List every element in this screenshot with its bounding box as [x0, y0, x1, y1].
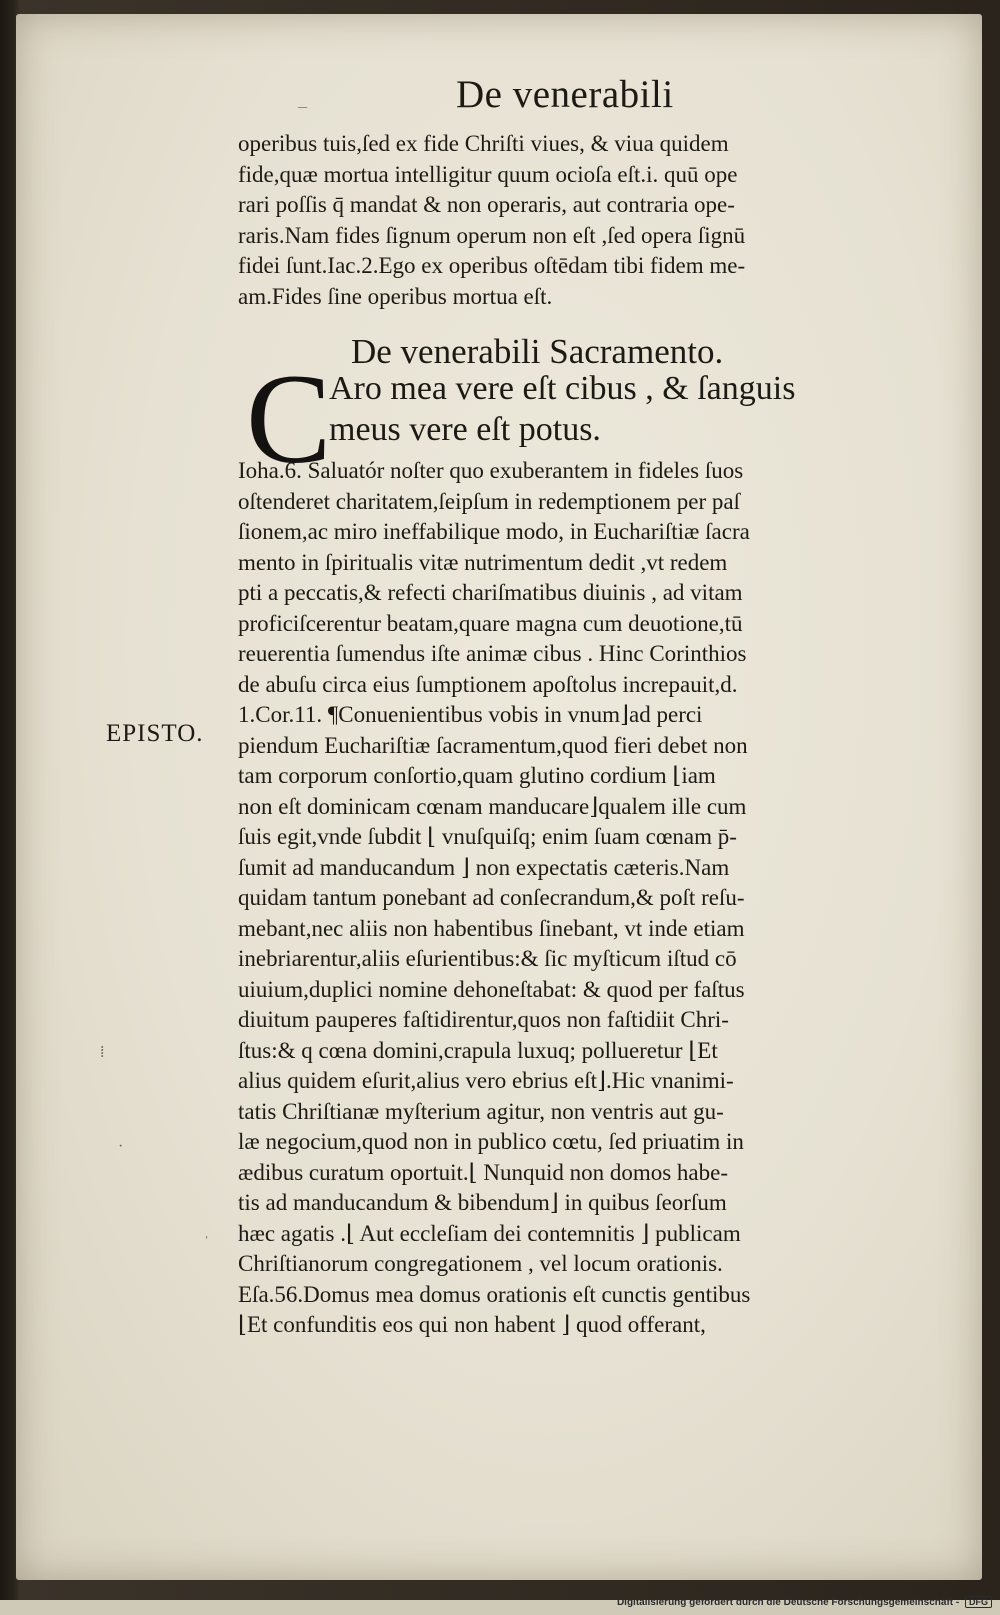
text-line: Chriſtianorum congregationem , vel locum orationis.: [238, 1251, 723, 1276]
text-line: mento in ſpiritualis vitæ nutrimentum dedit ,vt redem: [238, 549, 728, 575]
text-line: proficiſcerentur beatam,quare magna cum deuotione,tū: [238, 610, 743, 636]
digitization-credit: [617, 1596, 992, 1608]
text-line: ſuis egit,vnde ſubdit ⌊ vnuſquiſq; enim ſuam cœnam p̄-: [238, 824, 737, 849]
text-line: ædibus curatum oportuit.⌊ Nunquid non domos habe-: [238, 1159, 729, 1185]
text-line: ſtus:& q cœna domini,crapula luxuq; pollueretur ⌊Et: [238, 1037, 718, 1063]
text-line: quidam tantum ponebant ad conſecrandum,& poſt reſu-: [238, 885, 745, 910]
text-line: non eſt dominicam cœnam manducare⌋qualem ille cum: [238, 793, 747, 819]
text-line: mebant,nec aliis non habentibus ſinebant, vt inde etiam: [238, 915, 745, 941]
text-line: tatis Chriſtianæ myſterium agitur, non ventris aut gu-: [238, 1098, 724, 1124]
credit-text: Digitalisierung gefördert durch die Deutsche Forschungsgemeinschaft -: [616, 1597, 960, 1608]
text-line: oſtenderet charitatem,ſeipſum in redemptionem per paſ: [238, 488, 740, 514]
text-line: læ negocium,quod non in publico cœtu, ſed priuatim in: [238, 1129, 744, 1154]
ink-speck: ˈ: [204, 1234, 210, 1251]
ink-mark: –: [298, 96, 307, 116]
text-line: hæc agatis .⌊ Aut eccleſiam dei contemnitis ⌋ publicam: [238, 1220, 741, 1246]
dfg-logo: DFG: [965, 1596, 992, 1608]
text-line: tam corporum conſortio,quam glutino cordium ⌊iam: [238, 763, 716, 788]
text-line: fide,quæ mortua intelligitur quum ocioſa eſt.i. quū ope: [238, 161, 738, 187]
section-title: De venerabili Sacramento.: [351, 332, 724, 371]
text-line: alius quidem eſurit,alius vero ebrius eſt⌋.Hic vnanimi-: [238, 1068, 734, 1093]
text-line: de abuſu circa eius ſumptionem apoſtolus increpauit,d.: [238, 671, 738, 697]
ink-speck: ⁞: [100, 1044, 105, 1061]
text-line: ⌊Et confunditis eos qui non habent ⌋ quod offerant,: [238, 1312, 706, 1337]
text-line: Ioha.6. Saluatór noſter quo exuberantem in fideles ſuos: [238, 458, 744, 483]
incipit: [329, 368, 795, 450]
text-line: tis ad manducandum & bibendum⌋ in quibus ſeorſum: [238, 1190, 727, 1215]
incipit-line: meus vere eſt potus.: [329, 411, 601, 448]
text-line: rari poſſis q̄ mandat & non operaris, aut contraria ope-: [238, 192, 735, 217]
text-line: inebriarentur,aliis eſurientibus:& ſic myſticum iſtud cō: [238, 946, 737, 971]
incipit-line: Aro mea vere eſt cibus , & ſanguis: [329, 370, 796, 407]
text-line: uiuium,duplici nomine dehoneſtabat: & quod per faſtus: [238, 976, 745, 1002]
text-line: fidei ſunt.Iac.2.Ego ex operibus oſtēdam tibi fidem me-: [238, 253, 746, 278]
text-line: operibus tuis,ſed ex fide Chriſti viues, & viua quidem: [238, 131, 729, 156]
book-page: [16, 14, 982, 1580]
text-line: raris.Nam fides ſignum operum non eſt ,ſed opera ſignū: [238, 222, 746, 248]
text-line: Eſa.56.Domus mea domus orationis eſt cunctis gentibus: [238, 1281, 751, 1307]
ink-speck: ·: [118, 1138, 124, 1155]
text-line: diuitum pauperes faſtidirentur,quos non faſtidiit Chri-: [238, 1007, 729, 1032]
text-line: ſionem,ac miro ineffabilique modo, in Euchariſtiæ ſacra: [238, 519, 750, 544]
text-line: 1.Cor.11. ¶Conuenientibus vobis in vnum⌋ad perci: [238, 702, 703, 727]
text-line: pti a peccatis,& refecti chariſmatibus diuinis , ad vitam: [238, 580, 743, 605]
text-line: am.Fides ſine operibus mortua eſt.: [238, 283, 553, 309]
margin-note: EPISTO.: [106, 720, 204, 747]
paragraph-2: [238, 456, 946, 1341]
paragraph-1: [238, 129, 946, 312]
text-line: reuerentia ſumendus iſte animæ cibus . Hinc Corinthios: [238, 641, 747, 666]
drop-cap: C: [246, 348, 332, 490]
text-line: piendum Euchariſtiæ ſacramentum,quod fieri debet non: [238, 732, 748, 758]
text-line: ſumit ad manducandum ⌋ non expectatis cæteris.Nam: [238, 854, 730, 880]
running-head: De venerabili: [456, 73, 674, 116]
